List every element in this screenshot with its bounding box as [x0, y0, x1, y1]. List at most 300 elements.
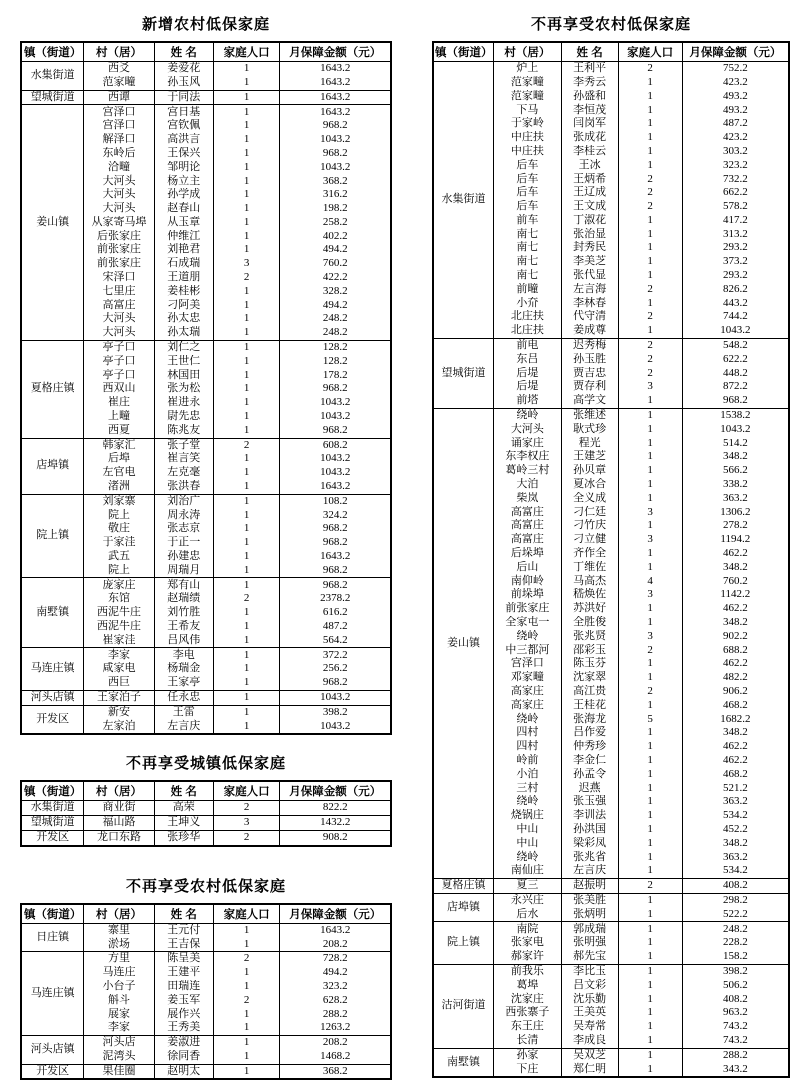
village-cell: 中三都河: [494, 643, 562, 657]
name-cell: 姜爱花: [154, 62, 213, 76]
village-cell: 南七: [494, 228, 562, 242]
name-cell: 孙贝章: [561, 464, 618, 478]
amount-cell: 1043.2: [280, 161, 391, 175]
village-cell: 泥湾头: [84, 1050, 154, 1064]
village-cell: 大河头: [84, 202, 154, 216]
amount-cell: 1432.2: [280, 816, 391, 831]
table-row: [21, 578, 391, 592]
name-cell: 王家亭: [154, 676, 213, 690]
village-cell: 张家电: [494, 936, 562, 950]
population-cell: 1: [213, 480, 280, 494]
amount-cell: 313.2: [682, 228, 789, 242]
village-cell: 韩家汇: [84, 438, 154, 452]
name-cell: 徐同香: [154, 1050, 213, 1064]
village-cell: 北庄扶: [494, 310, 562, 324]
population-cell: 1: [213, 550, 280, 564]
village-cell: 高富庄: [84, 299, 154, 313]
population-cell: 1: [618, 1006, 682, 1020]
amount-cell: 248.2: [682, 922, 789, 936]
name-cell: 苏洪好: [561, 602, 618, 616]
name-cell: 张成花: [561, 131, 618, 145]
population-cell: 4: [618, 574, 682, 588]
amount-cell: 423.2: [682, 131, 789, 145]
table-row: [433, 879, 789, 894]
village-cell: 四村: [494, 726, 562, 740]
village-cell: 后车: [494, 172, 562, 186]
village-cell: 后山: [494, 561, 562, 575]
amount-cell: 1643.2: [280, 923, 391, 937]
name-cell: 陈呈美: [154, 952, 213, 966]
name-cell: 高洪言: [154, 133, 213, 147]
village-cell: 解泽口: [84, 133, 154, 147]
village-cell: 果佳圈: [84, 1064, 154, 1079]
name-cell: 梁彩凤: [561, 837, 618, 851]
name-cell: 孙建忠: [154, 550, 213, 564]
amount-cell: 338.2: [682, 478, 789, 492]
table-row: [433, 408, 789, 422]
population-cell: 2: [618, 310, 682, 324]
village-cell: 南七: [494, 269, 562, 283]
population-cell: 1: [213, 509, 280, 523]
population-cell: 1: [618, 159, 682, 173]
amount-cell: 534.2: [682, 809, 789, 823]
name-cell: 崔进永: [154, 396, 213, 410]
amount-cell: 348.2: [682, 561, 789, 575]
name-cell: 王桂花: [561, 699, 618, 713]
population-cell: 1: [213, 299, 280, 313]
amount-cell: 293.2: [682, 241, 789, 255]
name-cell: 杨立主: [154, 174, 213, 188]
table-row: [21, 648, 391, 662]
amount-cell: 408.2: [682, 879, 789, 894]
village-cell: 南仙庄: [494, 864, 562, 878]
population-cell: 1: [213, 62, 280, 76]
amount-cell: 198.2: [280, 202, 391, 216]
name-cell: 左言庆: [561, 864, 618, 878]
name-cell: 李美芝: [561, 255, 618, 269]
amount-cell: 448.2: [682, 367, 789, 381]
amount-cell: 1043.2: [280, 396, 391, 410]
amount-cell: 462.2: [682, 740, 789, 754]
name-cell: 张明强: [561, 936, 618, 950]
population-cell: 1: [213, 1021, 280, 1035]
name-cell: 刘仁之: [154, 340, 213, 354]
population-cell: 1: [618, 228, 682, 242]
amount-cell: 443.2: [682, 297, 789, 311]
population-cell: 1: [618, 423, 682, 437]
column-header: 姓 名: [154, 781, 213, 801]
column-header: 姓 名: [561, 42, 618, 62]
amount-cell: 822.2: [280, 801, 391, 816]
table-row: [21, 801, 391, 816]
name-cell: 赵瑞绩: [154, 592, 213, 606]
column-header: 家庭人口: [213, 781, 280, 801]
population-cell: 1: [618, 408, 682, 422]
amount-cell: 316.2: [280, 188, 391, 202]
village-cell: 中山: [494, 837, 562, 851]
population-cell: 2: [213, 994, 280, 1008]
name-cell: 刁阿美: [154, 299, 213, 313]
population-cell: 1: [618, 602, 682, 616]
village-cell: 马连庄: [84, 966, 154, 980]
amount-cell: 752.2: [682, 62, 789, 76]
column-header: 镇（街道）: [21, 904, 84, 924]
amount-cell: 521.2: [682, 781, 789, 795]
village-cell: 七里庄: [84, 285, 154, 299]
amount-cell: 1043.2: [682, 423, 789, 437]
town-cell: 夏格庄镇: [21, 340, 84, 438]
village-cell: 西巨: [84, 676, 154, 690]
name-cell: 贾存利: [561, 380, 618, 394]
village-cell: 亭子口: [84, 369, 154, 383]
population-cell: 2: [618, 367, 682, 381]
village-cell: 西张寨子: [494, 1006, 562, 1020]
village-cell: 左官电: [84, 466, 154, 480]
name-cell: 李林春: [561, 297, 618, 311]
population-cell: 1: [618, 809, 682, 823]
name-cell: 刘治广: [154, 494, 213, 508]
left-column: [20, 0, 392, 1080]
village-cell: 永兴庄: [494, 893, 562, 907]
amount-cell: 963.2: [682, 1006, 789, 1020]
name-cell: 孙玉风: [154, 76, 213, 90]
village-cell: 下马: [494, 103, 562, 117]
population-cell: 1: [618, 450, 682, 464]
table-row: [21, 816, 391, 831]
population-cell: 2: [213, 801, 280, 816]
name-cell: 周永涛: [154, 509, 213, 523]
table-row: [433, 338, 789, 352]
name-cell: 闫岗军: [561, 117, 618, 131]
amount-cell: 1643.2: [280, 62, 391, 76]
name-cell: 王保兴: [154, 147, 213, 161]
name-cell: 张洪春: [154, 480, 213, 494]
name-cell: 郭成瑞: [561, 922, 618, 936]
village-cell: 西谭: [84, 90, 154, 105]
name-cell: 丁淑花: [561, 214, 618, 228]
town-cell: 开发区: [21, 830, 84, 845]
population-cell: 1: [213, 452, 280, 466]
population-cell: 1: [213, 326, 280, 340]
name-cell: 邵彩玉: [561, 643, 618, 657]
amount-cell: 578.2: [682, 200, 789, 214]
population-cell: 2: [618, 283, 682, 297]
population-cell: 1: [213, 424, 280, 438]
name-cell: 李训法: [561, 809, 618, 823]
amount-cell: 248.2: [280, 312, 391, 326]
table-row: [433, 964, 789, 978]
population-cell: 1: [618, 992, 682, 1006]
amount-cell: 373.2: [682, 255, 789, 269]
name-cell: 王元付: [154, 923, 213, 937]
population-cell: 1: [213, 705, 280, 719]
name-cell: 崔言笑: [154, 452, 213, 466]
name-cell: 吕风伟: [154, 634, 213, 648]
amount-cell: 178.2: [280, 369, 391, 383]
amount-cell: 468.2: [682, 768, 789, 782]
village-cell: 南院: [494, 922, 562, 936]
name-cell: 齐作全: [561, 547, 618, 561]
population-cell: 1: [618, 671, 682, 685]
population-cell: 1: [618, 324, 682, 338]
column-header: 镇（街道）: [21, 781, 84, 801]
amount-cell: 482.2: [682, 671, 789, 685]
table-row: [433, 893, 789, 907]
name-cell: 姜桂彬: [154, 285, 213, 299]
village-cell: 咸家电: [84, 662, 154, 676]
table-row: [21, 90, 391, 105]
name-cell: 代守清: [561, 310, 618, 324]
name-cell: 刘艳君: [154, 243, 213, 257]
amount-cell: 968.2: [280, 536, 391, 550]
population-cell: 1: [618, 616, 682, 630]
name-cell: 郝先宝: [561, 950, 618, 964]
village-cell: 前电: [494, 338, 562, 352]
village-cell: 于家岭: [494, 117, 562, 131]
village-cell: 武五: [84, 550, 154, 564]
population-cell: 1: [213, 634, 280, 648]
table-removed-urban-families: [20, 780, 392, 846]
column-header: 月保障金额（元）: [682, 42, 789, 62]
population-cell: 3: [618, 533, 682, 547]
population-cell: 2: [618, 186, 682, 200]
amount-cell: 628.2: [280, 994, 391, 1008]
population-cell: 2: [213, 952, 280, 966]
column-header: 镇（街道）: [21, 42, 84, 62]
population-cell: 5: [618, 712, 682, 726]
amount-cell: 298.2: [682, 893, 789, 907]
village-cell: 后张家庄: [84, 230, 154, 244]
amount-cell: 906.2: [682, 685, 789, 699]
population-cell: 1: [618, 464, 682, 478]
amount-cell: 363.2: [682, 795, 789, 809]
village-cell: 后车: [494, 186, 562, 200]
amount-cell: 908.2: [280, 830, 391, 845]
name-cell: 杨瑞金: [154, 662, 213, 676]
name-cell: 林国田: [154, 369, 213, 383]
name-cell: 高荣: [154, 801, 213, 816]
right-column: [432, 0, 790, 1078]
population-cell: 1: [213, 188, 280, 202]
amount-cell: 288.2: [682, 1048, 789, 1062]
village-cell: 大河头: [84, 188, 154, 202]
population-cell: 1: [618, 795, 682, 809]
name-cell: 吴双芝: [561, 1048, 618, 1062]
section-removed-urban-families: [20, 752, 392, 846]
section-removed-rural-families-right: [432, 0, 790, 1078]
village-cell: 寨里: [84, 923, 154, 937]
population-cell: 1: [213, 648, 280, 662]
village-cell: 渚洲: [84, 480, 154, 494]
name-cell: 张维述: [561, 408, 618, 422]
population-cell: 1: [213, 105, 280, 119]
name-cell: 孙孟令: [561, 768, 618, 782]
name-cell: 孙太瑞: [154, 326, 213, 340]
table-row: [21, 952, 391, 966]
village-cell: 庞家庄: [84, 578, 154, 592]
amount-cell: 566.2: [682, 464, 789, 478]
population-cell: 1: [618, 145, 682, 159]
population-cell: 1: [213, 216, 280, 230]
column-header: 村（居）: [84, 42, 154, 62]
header-row: [433, 42, 789, 62]
village-cell: 李家: [84, 648, 154, 662]
population-cell: 1: [213, 410, 280, 424]
table-row: [21, 690, 391, 705]
name-cell: 于同法: [154, 90, 213, 105]
population-cell: 1: [618, 657, 682, 671]
name-cell: 周瑞月: [154, 564, 213, 578]
amount-cell: 348.2: [682, 450, 789, 464]
name-cell: 张为松: [154, 382, 213, 396]
amount-cell: 522.2: [682, 908, 789, 922]
amount-cell: 872.2: [682, 380, 789, 394]
amount-cell: 368.2: [280, 1064, 391, 1079]
name-cell: 张海龙: [561, 712, 618, 726]
village-cell: 烧锅庄: [494, 809, 562, 823]
town-cell: 水集街道: [433, 62, 494, 339]
population-cell: 1: [618, 726, 682, 740]
column-header: 村（居）: [84, 781, 154, 801]
amount-cell: 278.2: [682, 519, 789, 533]
population-cell: 1: [618, 117, 682, 131]
amount-cell: 293.2: [682, 269, 789, 283]
town-cell: 马连庄镇: [21, 952, 84, 1036]
name-cell: 张玉强: [561, 795, 618, 809]
village-cell: 范家疃: [494, 90, 562, 104]
population-cell: 1: [618, 823, 682, 837]
amount-cell: 968.2: [280, 676, 391, 690]
amount-cell: 1043.2: [280, 719, 391, 734]
population-cell: 1: [618, 1048, 682, 1062]
population-cell: 2: [618, 879, 682, 894]
name-cell: 刁竹庆: [561, 519, 618, 533]
population-cell: 1: [618, 740, 682, 754]
population-cell: 1: [213, 230, 280, 244]
village-cell: 福山路: [84, 816, 154, 831]
amount-cell: 1263.2: [280, 1021, 391, 1035]
town-cell: 望城街道: [433, 338, 494, 408]
village-cell: 淤场: [84, 937, 154, 951]
population-cell: 1: [618, 297, 682, 311]
village-cell: 绕岭: [494, 630, 562, 644]
population-cell: 1: [213, 285, 280, 299]
population-cell: 2: [618, 353, 682, 367]
amount-cell: 328.2: [280, 285, 391, 299]
amount-cell: 1043.2: [280, 452, 391, 466]
population-cell: 1: [618, 950, 682, 964]
village-cell: 葛埠: [494, 979, 562, 993]
population-cell: 1: [618, 754, 682, 768]
village-cell: 郝家许: [494, 950, 562, 964]
amount-cell: 494.2: [280, 243, 391, 257]
village-cell: 后车: [494, 200, 562, 214]
column-header: 村（居）: [494, 42, 562, 62]
name-cell: 陈兆友: [154, 424, 213, 438]
amount-cell: 368.2: [280, 174, 391, 188]
name-cell: 王建平: [154, 966, 213, 980]
village-cell: 南七: [494, 255, 562, 269]
village-cell: 下庄: [494, 1062, 562, 1077]
amount-cell: 343.2: [682, 1062, 789, 1077]
population-cell: 1: [618, 1062, 682, 1077]
town-cell: 望城街道: [21, 816, 84, 831]
population-cell: 1: [618, 437, 682, 451]
village-cell: 李家: [84, 1021, 154, 1035]
village-cell: 亭子口: [84, 340, 154, 354]
population-cell: 2: [618, 685, 682, 699]
amount-cell: 348.2: [682, 726, 789, 740]
amount-cell: 493.2: [682, 103, 789, 117]
amount-cell: 398.2: [280, 705, 391, 719]
population-cell: 1: [618, 255, 682, 269]
town-cell: 南墅镇: [433, 1048, 494, 1077]
amount-cell: 398.2: [682, 964, 789, 978]
column-header: 镇（街道）: [433, 42, 494, 62]
section-removed-rural-families-left: [20, 875, 392, 1081]
table-row: [21, 1036, 391, 1050]
name-cell: 于正一: [154, 536, 213, 550]
population-cell: 1: [618, 241, 682, 255]
amount-cell: 248.2: [280, 326, 391, 340]
amount-cell: 363.2: [682, 492, 789, 506]
population-cell: 1: [213, 243, 280, 257]
village-cell: 沈家庄: [494, 992, 562, 1006]
village-cell: 宋泽口: [84, 271, 154, 285]
population-cell: 1: [213, 76, 280, 90]
name-cell: 张子堂: [154, 438, 213, 452]
population-cell: 1: [618, 768, 682, 782]
population-cell: 1: [213, 1007, 280, 1021]
name-cell: 孙盛和: [561, 90, 618, 104]
village-cell: 中庄扶: [494, 131, 562, 145]
name-cell: 任永忠: [154, 690, 213, 705]
table-title-removed-rural-left: 不再享受农村低保家庭: [125, 877, 286, 895]
village-cell: 方里: [84, 952, 154, 966]
table-row: [433, 922, 789, 936]
village-cell: 崔庄: [84, 396, 154, 410]
name-cell: 沈家翠: [561, 671, 618, 685]
name-cell: 迟秀梅: [561, 338, 618, 352]
table-row: [21, 923, 391, 937]
amount-cell: 158.2: [682, 950, 789, 964]
amount-cell: 968.2: [280, 578, 391, 592]
population-cell: 1: [213, 161, 280, 175]
population-cell: 1: [213, 662, 280, 676]
name-cell: 沈乐勤: [561, 992, 618, 1006]
village-cell: 展家: [84, 1007, 154, 1021]
population-cell: 3: [213, 257, 280, 271]
table-new-rural-families: [20, 41, 392, 735]
name-cell: 高江贵: [561, 685, 618, 699]
amount-cell: 608.2: [280, 438, 391, 452]
amount-cell: 506.2: [682, 979, 789, 993]
name-cell: 张志京: [154, 522, 213, 536]
village-cell: 前张家庄: [84, 243, 154, 257]
amount-cell: 622.2: [682, 353, 789, 367]
name-cell: 贾吉忠: [561, 367, 618, 381]
town-cell: 开发区: [21, 705, 84, 734]
population-cell: 1: [213, 147, 280, 161]
population-cell: 1: [618, 837, 682, 851]
amount-cell: 468.2: [682, 699, 789, 713]
population-cell: 2: [618, 62, 682, 76]
name-cell: 夏冰合: [561, 478, 618, 492]
village-cell: 东吕: [494, 353, 562, 367]
population-cell: 1: [213, 578, 280, 592]
town-cell: 店埠镇: [433, 893, 494, 922]
village-cell: 东李权庄: [494, 450, 562, 464]
